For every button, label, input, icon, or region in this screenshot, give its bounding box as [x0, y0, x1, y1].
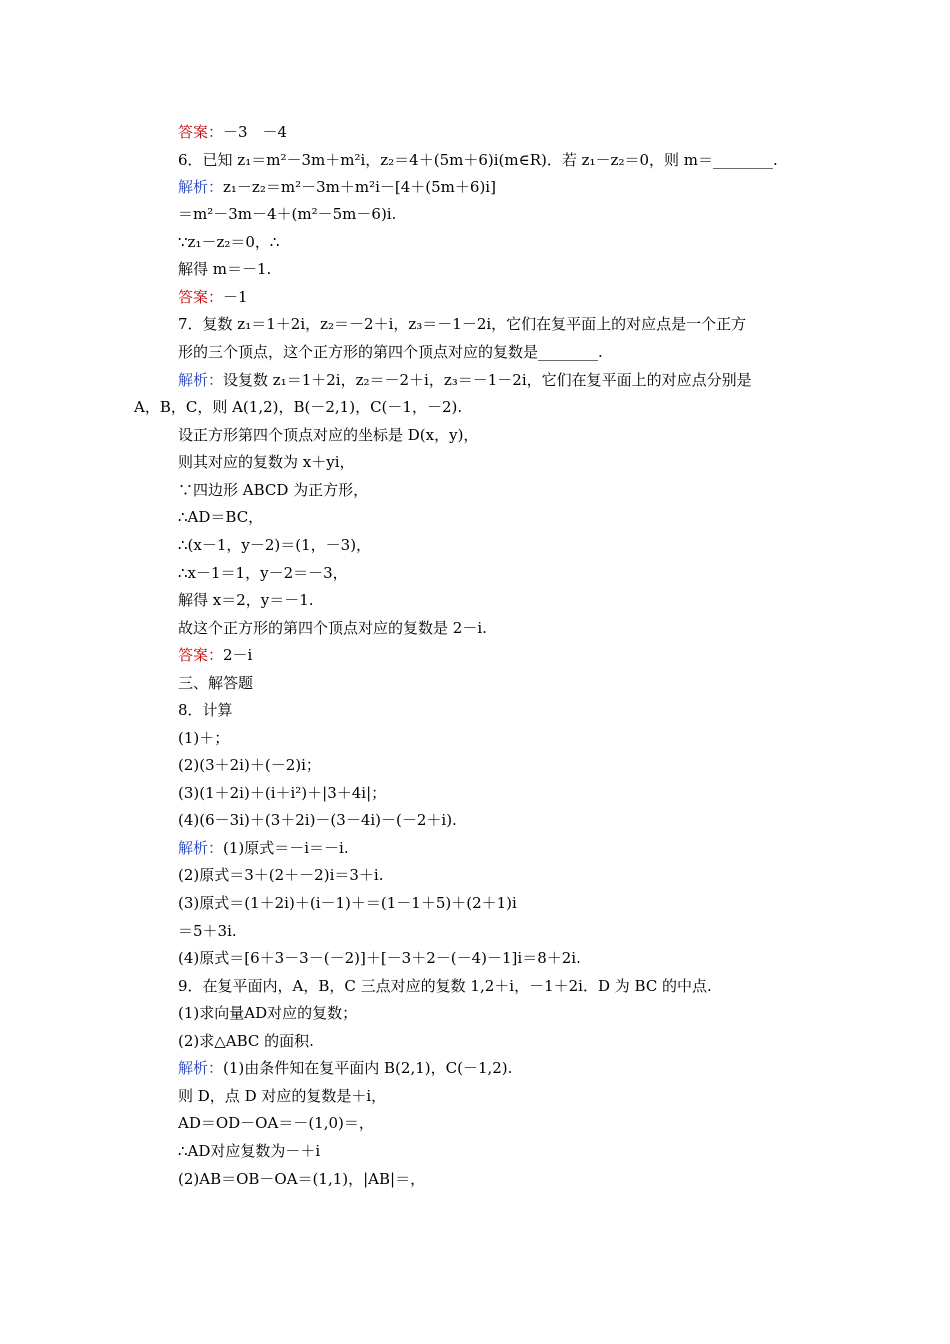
text-line	[178, 119, 287, 145]
line-text: (2)AB＝OB－OA＝(1,1)，|AB|＝，	[178, 1170, 426, 1188]
text-line	[178, 890, 517, 916]
line-text: (1)由条件知在复平面内 B(2,1)，C(－1,2).	[223, 1059, 513, 1077]
text-line	[178, 752, 321, 778]
text-line	[178, 1028, 314, 1054]
line-text: ＝5＋3i.	[178, 922, 237, 940]
line-text: 形的三个顶点，这个正方形的第四个顶点对应的复数是________.	[178, 343, 603, 361]
line-text: z₁－z₂＝m²－3m＋m²i－[4＋(5m＋6)i]	[223, 178, 496, 196]
line-text: 2－i	[223, 646, 253, 664]
text-line	[178, 670, 253, 696]
text-line	[178, 1055, 512, 1081]
text-line	[178, 201, 396, 227]
line-text: A，B，C，则 A(1,2)，B(－2,1)，C(－1，－2).	[134, 398, 463, 416]
line-text: 7．复数 z₁＝1＋2i，z₂＝－2＋i，z₃＝－1－2i，它们在复平面上的对应点是一个正方	[178, 315, 747, 333]
line-text: ∵四边形 ABCD 为正方形，	[178, 481, 369, 499]
text-line	[178, 835, 349, 861]
text-line	[178, 449, 355, 475]
answer-label: 答案：	[178, 646, 224, 664]
line-text: ∵z₁－z₂＝0，∴	[178, 233, 280, 251]
line-text: (1)求向量AD对应的复数；	[178, 1004, 358, 1022]
line-text: 9．在复平面内，A，B，C 三点对应的复数 1,2＋i，－1＋2i．D 为 BC 的中点.	[178, 977, 712, 995]
text-line	[178, 697, 233, 723]
line-text: (2)求△ABC 的面积.	[178, 1032, 314, 1050]
line-text: (4)(6－3i)＋(3＋2i)－(3－4i)－(－2＋i).	[178, 811, 457, 829]
answer-label: 答案：	[178, 123, 224, 141]
line-text: －1	[223, 288, 248, 306]
line-text: －3 －4	[223, 123, 288, 141]
text-line	[178, 339, 603, 365]
line-text: 设正方形第四个顶点对应的坐标是 D(x，y)，	[178, 426, 479, 444]
text-line	[178, 477, 368, 503]
text-line	[178, 147, 778, 173]
text-line	[178, 1083, 386, 1109]
text-line	[178, 532, 371, 558]
text-line	[178, 284, 248, 310]
text-line	[178, 422, 478, 448]
line-text: (2)原式＝3＋(2＋－2)i＝3＋i.	[178, 866, 384, 884]
line-text: ∴(x－1，y－2)＝(1，－3)，	[178, 536, 372, 554]
line-text: 8．计算	[178, 701, 233, 719]
solution-label: 解析：	[178, 1059, 224, 1077]
line-text: 6．已知 z₁＝m²－3m＋m²i，z₂＝4＋(5m＋6)i(m∈R)．若 z₁－z₂＝0，则 m＝________.	[178, 151, 778, 169]
line-text: ∴AD＝BC，	[178, 508, 264, 526]
text-line	[178, 229, 279, 255]
text-line	[178, 862, 384, 888]
solution-label: 解析：	[178, 839, 224, 857]
text-line	[178, 311, 746, 337]
text-line	[178, 174, 496, 200]
text-line	[178, 615, 487, 641]
line-text: (1)原式＝－i＝－i.	[223, 839, 349, 857]
line-text: (1)＋；	[178, 729, 230, 747]
text-line	[134, 394, 462, 420]
line-text: ＝m²－3m－4＋(m²－5m－6)i.	[178, 205, 397, 223]
answer-label: 答案：	[178, 288, 224, 306]
text-line	[178, 945, 581, 971]
line-text: 解得 x＝2，y＝－1.	[178, 591, 314, 609]
solution-label: 解析：	[178, 178, 224, 196]
text-line	[178, 256, 271, 282]
text-line	[178, 587, 314, 613]
text-line	[178, 780, 386, 806]
line-text: (3)原式＝(1＋2i)＋(i－1)＋＝(1－1＋5)＋(2＋1)i	[178, 894, 517, 912]
text-line	[178, 1110, 374, 1136]
line-text: 解得 m＝－1.	[178, 260, 272, 278]
text-line	[178, 1166, 425, 1192]
text-line	[178, 725, 229, 751]
line-text: 则其对应的复数为 x＋yi，	[178, 453, 355, 471]
line-text: (2)(3＋2i)＋(－2)i；	[178, 756, 321, 774]
line-text: AD＝OD－OA＝－(1,0)＝，	[178, 1114, 374, 1132]
text-line	[178, 1000, 357, 1026]
line-text: (4)原式＝[6＋3－3－(－2)]＋[－3＋2－(－4)－1]i＝8＋2i.	[178, 949, 581, 967]
text-line	[178, 1138, 320, 1164]
text-line	[178, 504, 263, 530]
line-text: 设复数 z₁＝1＋2i，z₂＝－2＋i，z₃＝－1－2i，它们在复平面上的对应点分别是	[223, 371, 752, 389]
line-text: 则 D，点 D 对应的复数是＋i，	[178, 1087, 387, 1105]
text-line	[178, 367, 752, 393]
text-line	[178, 807, 457, 833]
text-line	[178, 642, 252, 668]
text-line	[178, 973, 712, 999]
line-text: 故这个正方形的第四个顶点对应的复数是 2－i.	[178, 619, 487, 637]
line-text: ∴x－1＝1，y－2＝－3，	[178, 564, 348, 582]
line-text: 三、解答题	[178, 674, 254, 692]
text-line	[178, 560, 348, 586]
text-line	[178, 918, 237, 944]
line-text: (3)(1＋2i)＋(i＋i²)＋|3＋4i|；	[178, 784, 387, 802]
line-text: ∴AD对应复数为－＋i	[178, 1142, 321, 1160]
solution-label: 解析：	[178, 371, 224, 389]
